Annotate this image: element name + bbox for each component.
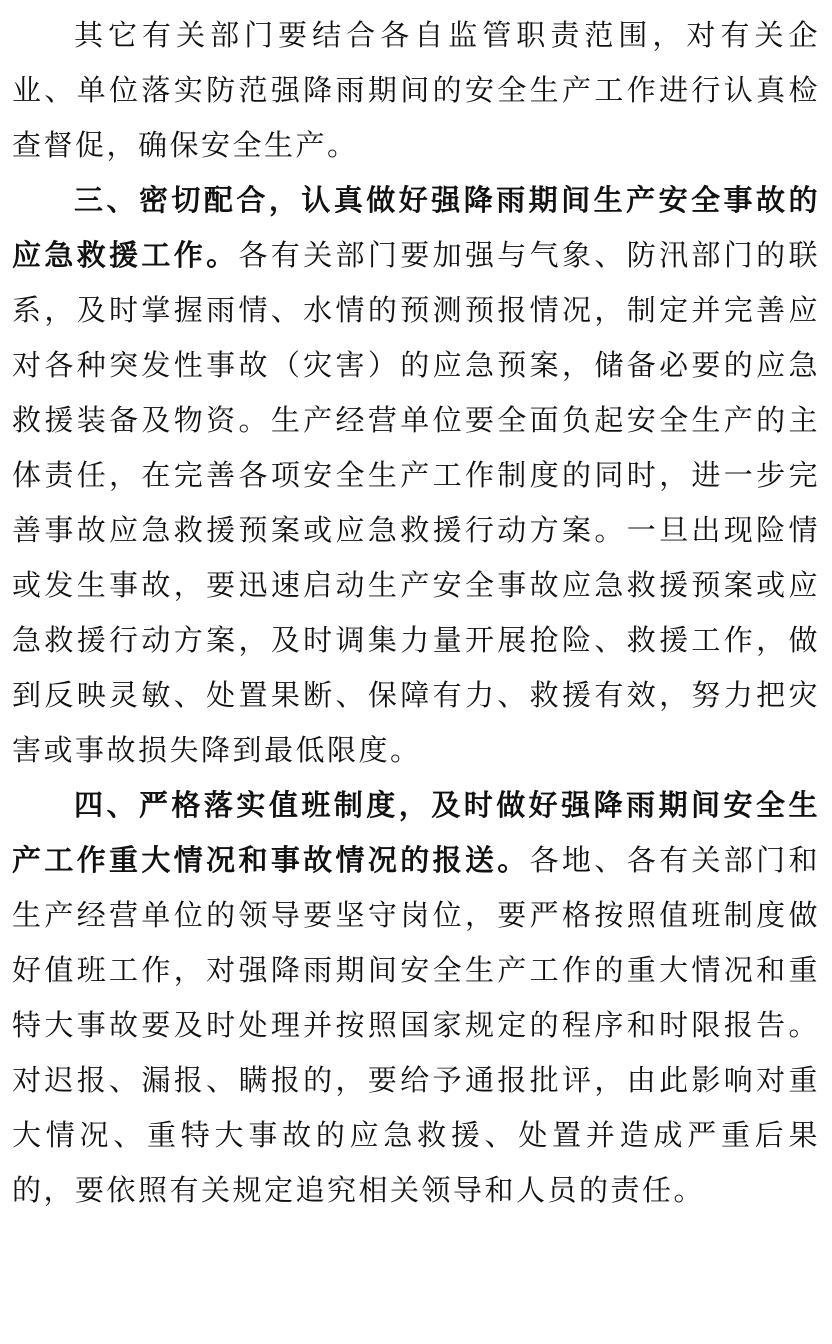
- paragraph-section-three: [12, 173, 820, 778]
- paragraph-body: 其它有关部门要结合各自监管职责范围，对有关企业、单位落实防范强降雨期间的安全生产工作进行认真检查督促，确保安全生产。: [12, 18, 820, 162]
- paragraph-section-four: [12, 778, 820, 1218]
- paragraph-body: 各地、各有关部门和生产经营单位的领导要坚守岗位，要严格按照值班制度做好值班工作，对强降雨期间安全生产工作的重大情况和重特大事故要及时处理并按照国家规定的程序和时限报告。对迟报、漏报、瞒报的，要给予通报批评，由此影响对重大情况、重特大事故的应急救援、处置并造成严重后果的，要依照有关规定追究相关领导和人员的责任。: [12, 843, 820, 1207]
- section-heading: 三、密切配合，认真做好强降雨期间生产安全事故的应急救援工作。: [12, 183, 820, 272]
- paragraph-continuation: [12, 8, 820, 173]
- paragraph-body: 各有关部门要加强与气象、防汛部门的联系，及时掌握雨情、水情的预测预报情况，制定并完善应对各种突发性事故（灾害）的应急预案，储备必要的应急救援装备及物资。生产经营单位要全面负起安全生产的主体责任，在完善各项安全生产工作制度的同时，进一步完善事故应急救援预案或应急救援行动方案。一旦出现险情或发生事故，要迅速启动生产安全事故应急救援预案或应急救援行动方案，及时调集力量开展抢险、救援工作，做到反映灵敏、处置果断、保障有力、救援有效，努力把灾害或事故损失降到最低限度。: [12, 238, 820, 767]
- section-heading: 四、严格落实值班制度，及时做好强降雨期间安全生产工作重大情况和事故情况的报送。: [12, 788, 820, 877]
